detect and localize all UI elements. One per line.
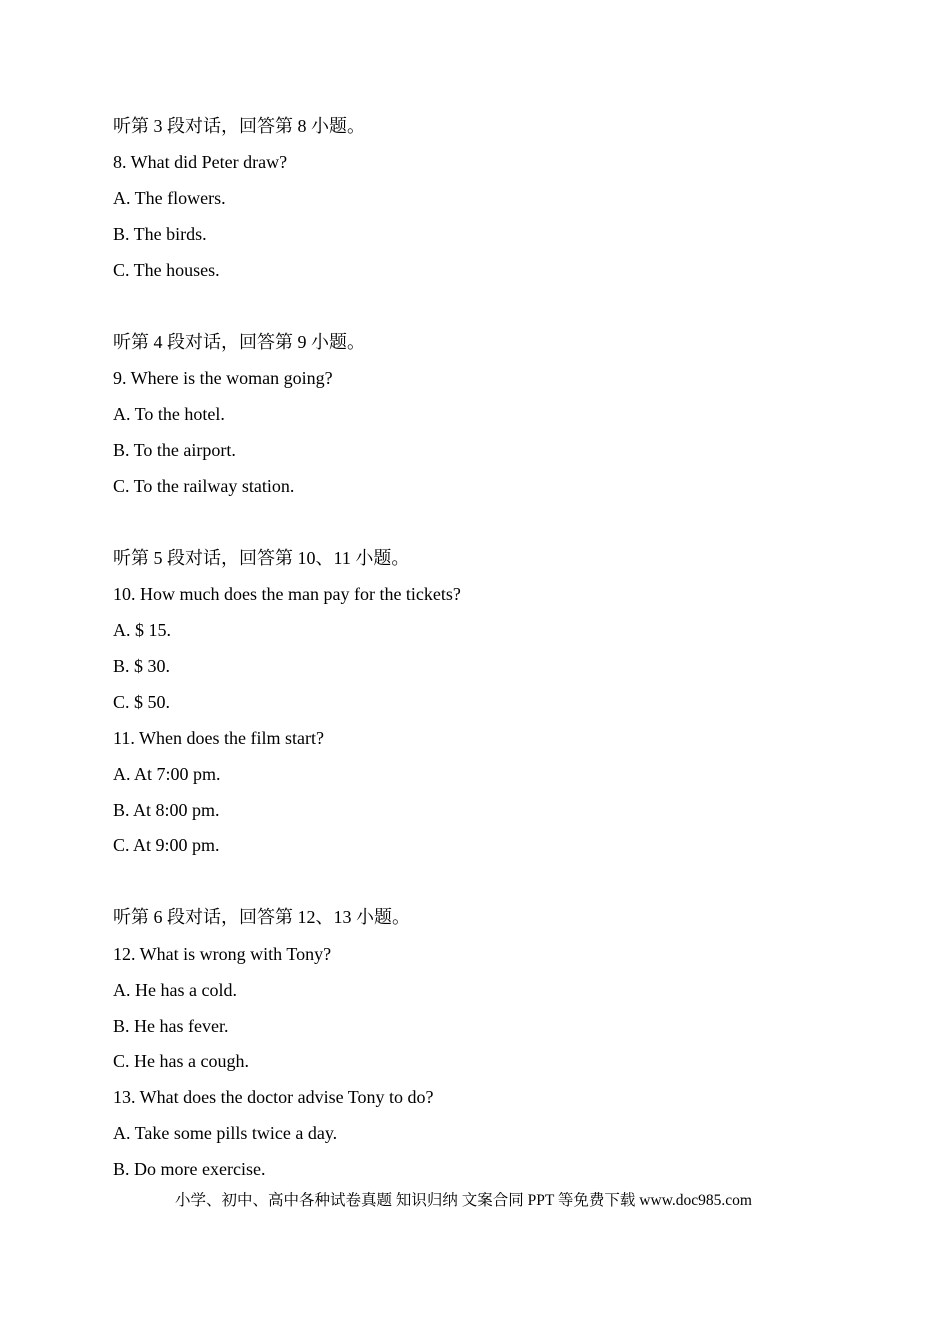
- section-heading: 听第 6 段对话，回答第 12、13 小题。: [113, 907, 410, 927]
- answer-option: A. He has a cold.: [113, 980, 237, 1000]
- answer-option: C. To the railway station.: [113, 476, 295, 496]
- answer-option: B. At 8:00 pm.: [113, 800, 220, 820]
- question-text: 8. What did Peter draw?: [113, 152, 288, 172]
- answer-option: B. The birds.: [113, 224, 207, 244]
- answer-option: B. To the airport.: [113, 440, 236, 460]
- answer-option: A. To the hotel.: [113, 404, 225, 424]
- question-text: 10. How much does the man pay for the tickets?: [113, 584, 461, 604]
- answer-option: C. At 9:00 pm.: [113, 835, 220, 855]
- question-text: 9. Where is the woman going?: [113, 368, 333, 388]
- answer-option: C. $ 50.: [113, 692, 171, 712]
- answer-option: B. He has fever.: [113, 1016, 229, 1036]
- question-text: 13. What does the doctor advise Tony to do?: [113, 1087, 434, 1107]
- answer-option: A. At 7:00 pm.: [113, 764, 221, 784]
- section-heading: 听第 4 段对话，回答第 9 小题。: [113, 332, 365, 352]
- question-text: 11. When does the film start?: [113, 728, 324, 748]
- answer-option: A. Take some pills twice a day.: [113, 1123, 338, 1143]
- answer-option: C. The houses.: [113, 260, 220, 280]
- section-heading: 听第 5 段对话，回答第 10、11 小题。: [113, 548, 410, 568]
- answer-option: C. He has a cough.: [113, 1051, 249, 1071]
- answer-option: B. Do more exercise.: [113, 1159, 266, 1179]
- answer-option: A. $ 15.: [113, 620, 171, 640]
- question-text: 12. What is wrong with Tony?: [113, 944, 332, 964]
- answer-option: A. The flowers.: [113, 188, 226, 208]
- answer-option: B. $ 30.: [113, 656, 171, 676]
- section-heading: 听第 3 段对话，回答第 8 小题。: [113, 116, 365, 136]
- page-footer: 小学、初中、高中各种试卷真题 知识归纳 文案合同 PPT 等免费下载 www.doc985.com: [175, 1192, 752, 1209]
